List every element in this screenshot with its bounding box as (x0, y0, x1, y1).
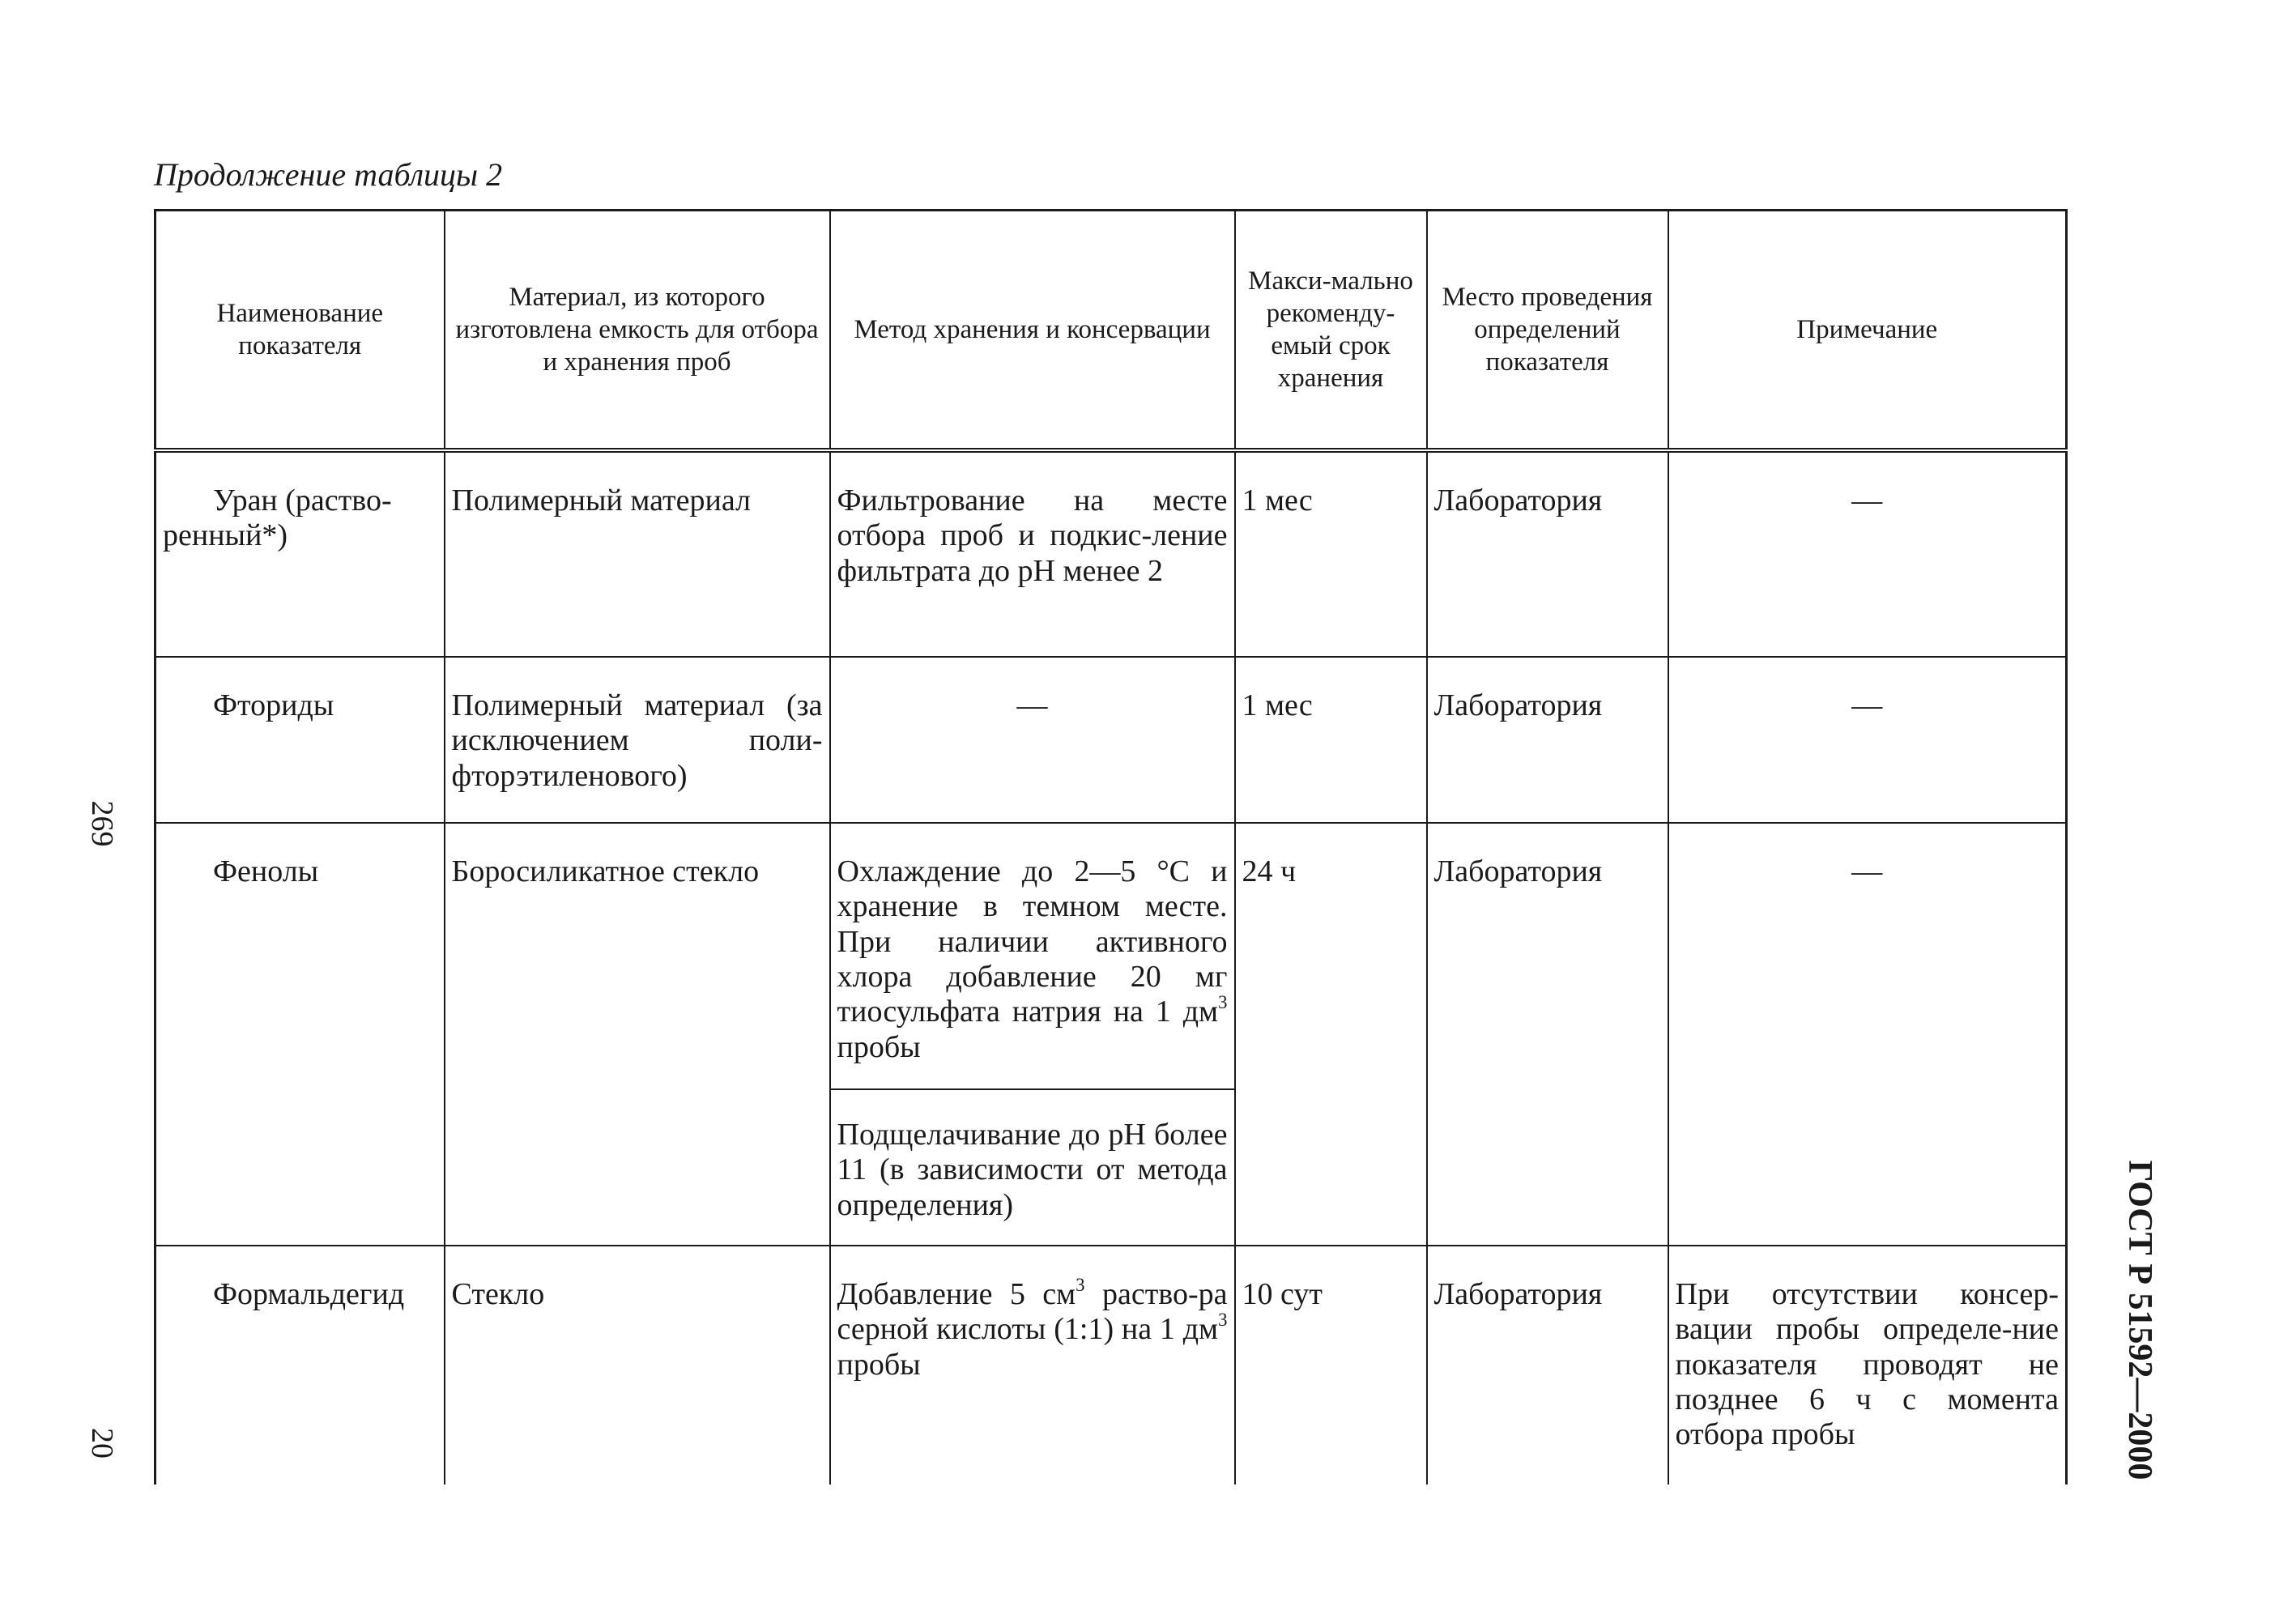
method-text-end: пробы (837, 1029, 921, 1064)
note-cell: При отсутствии консер-вации пробы определе-ние показателя проводят не позднее 6 ч с момента отбора пробы (1668, 1246, 2067, 1485)
table-row-fluorides (155, 657, 2067, 823)
method-cell (830, 823, 1235, 1089)
indicator-name: Уран (раство- (213, 484, 392, 518)
indicator-name-cell: Фториды (155, 657, 445, 823)
term-cell: 10 сут (1235, 1246, 1427, 1485)
indicator-name-continued: ренный*) (163, 518, 288, 553)
table-row-phenols (155, 823, 2067, 1089)
header-container-material: Материал, из которого изготовлена емкость для отбора и хранения проб (445, 211, 830, 451)
method-text: Охлаждение до 2—5 °С и хранение в темном месте. При наличии активного хлора добавление 20 мг тиосульфата натрия на 1 дм (837, 854, 1228, 1029)
place-cell: Лаборатория (1427, 450, 1668, 657)
place-cell: Лаборатория (1427, 823, 1668, 1246)
place-cell: Лаборатория (1427, 657, 1668, 823)
indicator-name-cell: Формальдегид (155, 1246, 445, 1485)
superscript: 3 (1218, 992, 1228, 1013)
standard-designation: ГОСТ Р 51592—2000 (2121, 1160, 2158, 1480)
term-cell: 24 ч (1235, 823, 1427, 1246)
material-cell: Полимерный материал (445, 450, 830, 657)
superscript: 3 (1076, 1275, 1085, 1296)
material-cell: Полимерный материал (за исключением поли-фторэтиленового) (445, 657, 830, 823)
header-storage-method: Метод хранения и консервации (830, 211, 1235, 451)
page-number-bottom: 20 (85, 1428, 119, 1459)
storage-table (154, 209, 2068, 1485)
table-row-uranium (155, 450, 2067, 657)
indicator-name-cell: Фенолы (155, 823, 445, 1246)
note-cell: — (1668, 823, 2067, 1246)
table-caption: Продолжение таблицы 2 (154, 156, 503, 193)
method-text-mid: раство-ра серной кислоты (1:1) на 1 дм (837, 1277, 1228, 1347)
header-note: Примечание (1668, 211, 2067, 451)
note-cell: — (1668, 657, 2067, 823)
method-cell: — (830, 657, 1235, 823)
table-row-formaldehyde (155, 1246, 2067, 1485)
superscript: 3 (1218, 1310, 1228, 1331)
method-cell: Фильтрование на месте отбора проб и подкис-ление фильтрата до pH менее 2 (830, 450, 1235, 657)
table-header-row (155, 211, 2067, 451)
method-cell (830, 1246, 1235, 1485)
page-number-top: 269 (85, 800, 119, 847)
header-determination-place: Место проведения определений показателя (1427, 211, 1668, 451)
header-max-storage-term: Макси-мально рекоменду-емый срок хранения (1235, 211, 1427, 451)
method-text: Добавление 5 см (837, 1277, 1076, 1311)
indicator-name-cell (155, 450, 445, 657)
material-cell: Стекло (445, 1246, 830, 1485)
method-cell-alt: Подщелачивание до pH более 11 (в зависимости от метода определения) (830, 1089, 1235, 1246)
place-cell: Лаборатория (1427, 1246, 1668, 1485)
term-cell: 1 мес (1235, 657, 1427, 823)
method-text-end: пробы (837, 1347, 921, 1382)
term-cell: 1 мес (1235, 450, 1427, 657)
header-indicator-name: Наименование показателя (155, 211, 445, 451)
material-cell: Боросиликатное стекло (445, 823, 830, 1246)
note-cell: — (1668, 450, 2067, 657)
